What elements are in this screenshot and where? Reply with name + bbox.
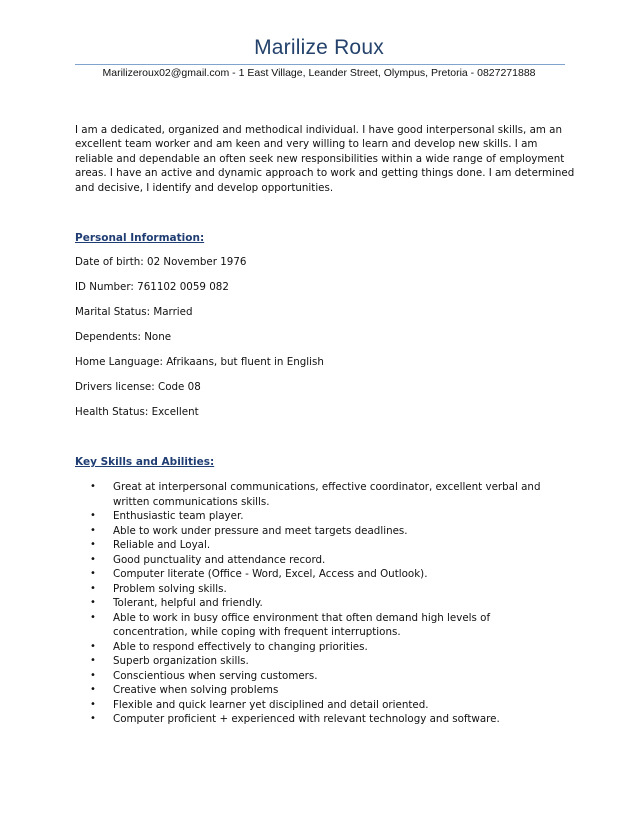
id-number: ID Number: 761102 0059 082 (75, 281, 229, 293)
bullet-icon: • (90, 524, 96, 536)
bullet-icon: • (90, 640, 96, 652)
key-skills-heading: Key Skills and Abilities: (75, 456, 215, 468)
skill-text: Computer literate (Office - Word, Excel, Access and Outlook). (113, 568, 428, 580)
marital-status: Marital Status: Married (75, 306, 193, 318)
skill-item (75, 669, 565, 684)
bullet-icon: • (90, 597, 96, 608)
skill-text: Able to work in busy office environment that often demand high levels of concentration, while coping with frequent interruptions. (113, 611, 491, 638)
skill-text: Computer proficient + experienced with relevant technology and software. (113, 713, 500, 725)
bullet-icon: • (90, 568, 96, 579)
bullet-icon: • (90, 669, 96, 681)
date-of-birth: Date of birth: 02 November 1976 (75, 256, 247, 268)
skill-text: Creative when solving problems (113, 684, 279, 696)
home-language: Home Language: Afrikaans, but fluent in English (75, 356, 324, 368)
skill-text: Great at interpersonal communications, effective coordinator, excellent verbal and written communications skills. (113, 481, 541, 508)
bullet-icon: • (90, 684, 96, 695)
candidate-name: Marilize Roux (254, 36, 384, 59)
summary-paragraph: I am a dedicated, organized and methodical individual. I have good interpersonal skills, am an excellent team worker and am keen and very willing to learn and develop new skills. I am reliable and dependable an often seek new responsibilities within a wide range of employment areas. I have an active and dynamic approach to work and getting things done. I am determined and decisive, I identify and develop opportunities. (75, 124, 575, 194)
dependents: Dependents: None (75, 331, 172, 343)
skill-item (75, 553, 565, 568)
skill-item (75, 698, 565, 713)
skill-item (75, 509, 565, 524)
skill-text: Superb organization skills. (113, 655, 249, 667)
skill-text: Tolerant, helpful and friendly. (113, 597, 263, 609)
skill-text: Able to respond effectively to changing priorities. (113, 640, 368, 653)
skill-item (75, 596, 565, 611)
skill-item (75, 567, 565, 582)
bullet-icon: • (90, 611, 96, 623)
bullet-icon: • (90, 713, 96, 724)
skill-text: Able to work under pressure and meet targets deadlines. (113, 524, 408, 537)
contact-line: Marilizeroux02@gmail.com - 1 East Village, Leander Street, Olympus, Pretoria - 0827271888 (102, 67, 536, 79)
skill-item (75, 640, 565, 655)
skill-item (75, 654, 565, 669)
skill-text: Reliable and Loyal. (113, 539, 211, 551)
skill-item (75, 611, 565, 640)
skill-text: Flexible and quick learner yet disciplined and detail oriented. (113, 698, 429, 711)
bullet-icon: • (90, 481, 96, 492)
health-status: Health Status: Excellent (75, 406, 199, 418)
skill-item (75, 524, 565, 539)
header-divider (75, 64, 565, 65)
skill-item (75, 582, 565, 597)
bullet-icon: • (90, 655, 96, 666)
bullet-icon: • (90, 553, 96, 565)
personal-information-heading: Personal Information: (75, 232, 205, 244)
skill-item (75, 683, 565, 698)
skill-text: Enthusiastic team player. (113, 510, 244, 522)
bullet-icon: • (90, 698, 96, 710)
skill-item (75, 712, 565, 727)
skill-text: Good punctuality and attendance record. (113, 553, 326, 566)
bullet-icon: • (90, 539, 96, 550)
bullet-icon: • (90, 510, 96, 521)
skill-item (75, 538, 565, 553)
skill-text: Conscientious when serving customers. (113, 669, 318, 682)
skills-list (75, 480, 565, 727)
drivers-license: Drivers license: Code 08 (75, 381, 201, 393)
skill-item (75, 480, 565, 509)
bullet-icon: • (90, 582, 96, 594)
skill-text: Problem solving skills. (113, 582, 227, 595)
